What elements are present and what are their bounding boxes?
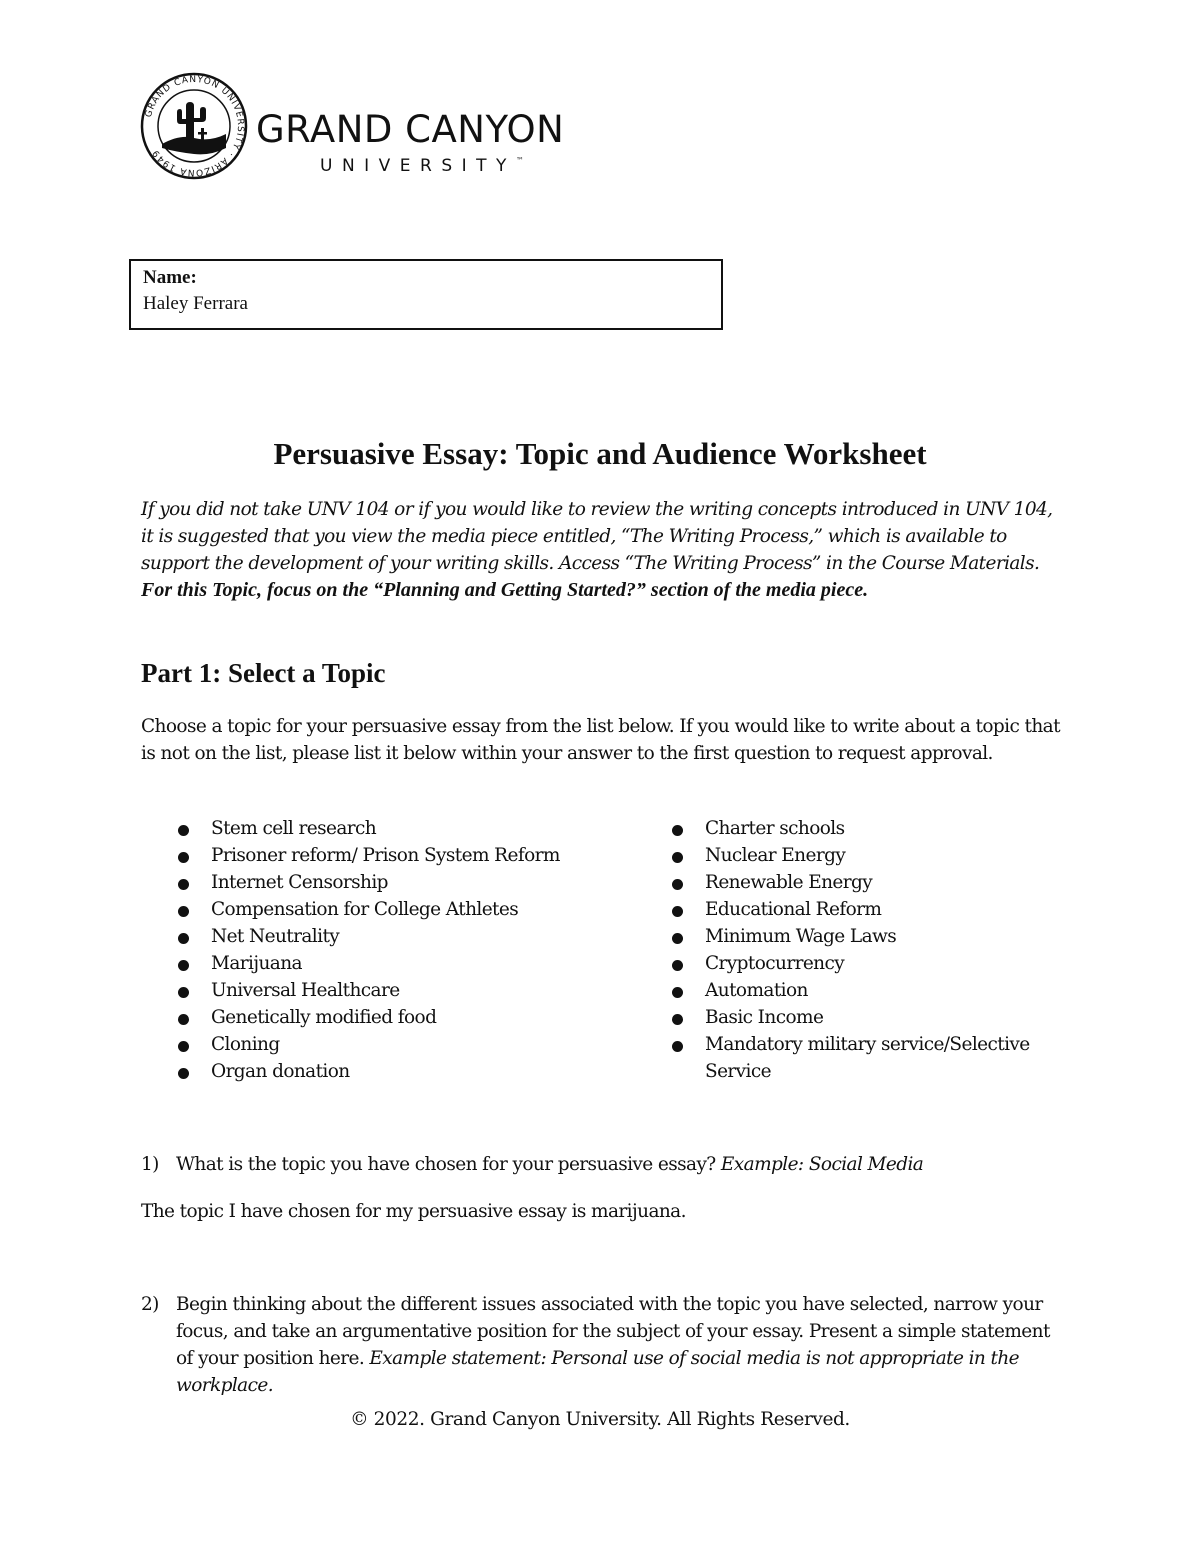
part1-heading: Part 1: Select a Topic bbox=[141, 658, 386, 688]
answer-1[interactable]: The topic I have chosen for my persuasive essay is marijuana. bbox=[141, 1201, 686, 1222]
list-item: Marijuana bbox=[176, 950, 596, 977]
list-item: Stem cell research bbox=[176, 815, 596, 842]
list-item: Cloning bbox=[176, 1031, 596, 1058]
intro-paragraph bbox=[141, 496, 1061, 604]
list-item: Universal Healthcare bbox=[176, 977, 596, 1004]
logo-wordmark-grand-canyon: GRAND CANYON bbox=[256, 108, 565, 151]
list-item: Nuclear Energy bbox=[670, 842, 1090, 869]
name-field-box[interactable] bbox=[129, 259, 723, 330]
list-item: Charter schools bbox=[670, 815, 1090, 842]
question-1-example: Example: Social Media bbox=[720, 1154, 924, 1175]
list-item: Mandatory military service/Selective Service bbox=[670, 1031, 1090, 1085]
question-2-text: Begin thinking about the different issues associated with the topic you have selected, narrow your focus, and take an argumentative position for the subject of your essay. Present a simple statement of your position here. bbox=[176, 1294, 1050, 1369]
trademark-symbol: ™ bbox=[515, 156, 524, 165]
intro-bold-instruction: For this Topic, focus on the “Planning and Getting Started?” section of the media piece. bbox=[141, 579, 869, 601]
question-2-number: 2) bbox=[141, 1294, 159, 1315]
question-2-example: Example statement: Personal use of social media is not appropriate in the workplace. bbox=[176, 1348, 1020, 1396]
logo-wordmark-university bbox=[320, 156, 524, 176]
name-value[interactable]: Haley Ferrara bbox=[143, 293, 248, 314]
question-2-text-wrap bbox=[176, 1291, 1061, 1399]
name-label: Name: bbox=[143, 267, 197, 288]
list-item: Prisoner reform/ Prison System Reform bbox=[176, 842, 596, 869]
topics-list-left bbox=[176, 815, 596, 1085]
list-item: Internet Censorship bbox=[176, 869, 596, 896]
copyright-footer: © 2022. Grand Canyon University. All Rights Reserved. bbox=[350, 1409, 850, 1430]
list-item: Basic Income bbox=[670, 1004, 1090, 1031]
list-item: Automation bbox=[670, 977, 1090, 1004]
list-item: Minimum Wage Laws bbox=[670, 923, 1090, 950]
question-1 bbox=[141, 1151, 1061, 1178]
list-item: Educational Reform bbox=[670, 896, 1090, 923]
intro-text: If you did not take UNV 104 or if you would like to review the writing concepts introduced in UNV 104, it is suggested that you view the media piece entitled, “The Writing Process,” which is available to support the development of your writing skills. Access “The Writing Process” in the Course Materials. bbox=[141, 499, 1053, 574]
logo-university-text: UNIVERSITY bbox=[320, 156, 516, 176]
list-item: Cryptocurrency bbox=[670, 950, 1090, 977]
university-logo bbox=[140, 72, 620, 182]
part1-instructions: Choose a topic for your persuasive essay from the list below. If you would like to write about a topic that is not on the list, please list it below within your answer to the first question to request approval. bbox=[141, 716, 1060, 764]
university-seal-icon bbox=[140, 72, 248, 180]
list-item: Net Neutrality bbox=[176, 923, 596, 950]
list-item: Organ donation bbox=[176, 1058, 596, 1085]
question-1-text: What is the topic you have chosen for your persuasive essay? bbox=[176, 1154, 716, 1175]
question-2 bbox=[141, 1291, 1061, 1399]
worksheet-title: Persuasive Essay: Topic and Audience Worksheet bbox=[273, 436, 927, 471]
question-1-number: 1) bbox=[141, 1154, 159, 1175]
topics-list-right bbox=[670, 815, 1090, 1085]
list-item: Genetically modified food bbox=[176, 1004, 596, 1031]
list-item: Compensation for College Athletes bbox=[176, 896, 596, 923]
seal-text: GRAND CANYON UNIVERSITY · ARIZONA 1949 bbox=[143, 74, 246, 178]
question-1-text-wrap bbox=[176, 1151, 1061, 1178]
list-item: Renewable Energy bbox=[670, 869, 1090, 896]
